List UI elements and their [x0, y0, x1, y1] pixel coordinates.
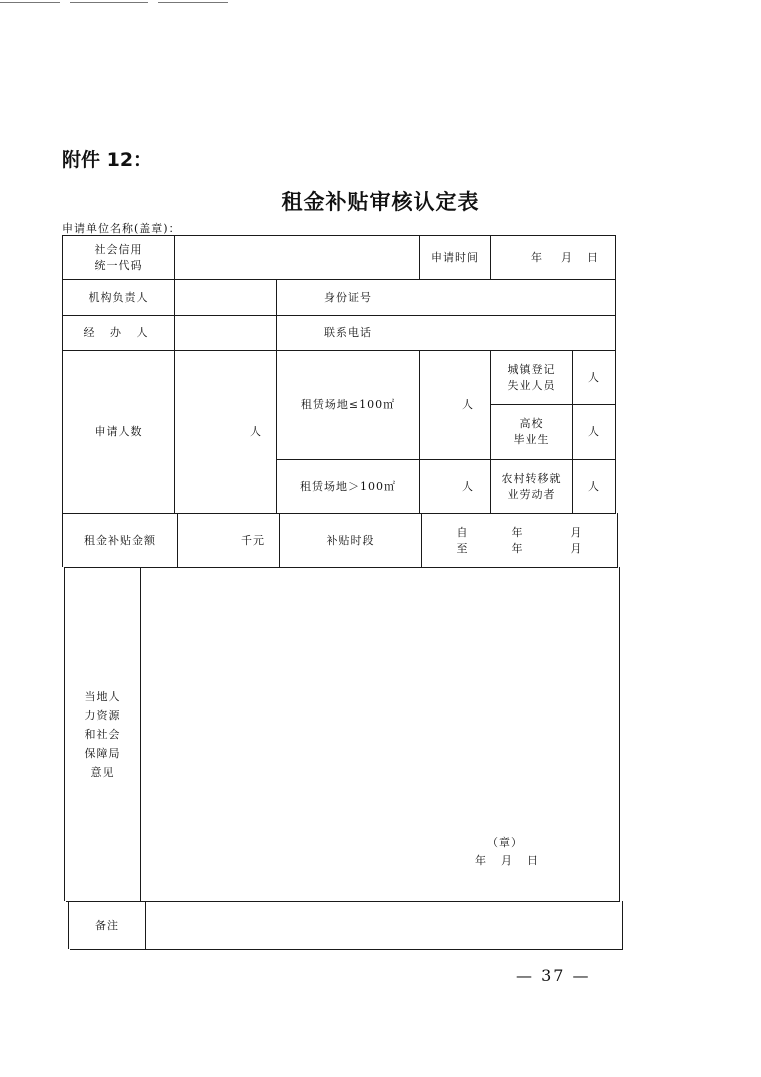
id-number-field[interactable]	[420, 280, 615, 315]
graduates-label: 高校 毕业生	[513, 417, 550, 446]
opinion-label: 当地人 力资源 和社会 保障局 意见	[84, 690, 121, 779]
grid-line	[615, 235, 616, 513]
remarks-field[interactable]	[146, 902, 622, 949]
remarks-label: 备注	[95, 918, 119, 932]
scan-mark	[158, 2, 228, 3]
principal-label: 机构负责人	[88, 290, 149, 304]
area-small-count-field[interactable]: 人	[462, 398, 474, 411]
area-large-count-field[interactable]: 人	[462, 479, 474, 493]
grid-line	[617, 513, 618, 567]
applicants-label: 申请人数	[94, 425, 143, 438]
page-number: — 37 —	[516, 966, 591, 985]
apply-time-label: 申请时间	[431, 250, 479, 264]
sign-date: 年 月 日	[475, 854, 539, 867]
area-small-label: 租赁场地≤100㎡	[300, 398, 396, 411]
grid-line	[619, 567, 620, 901]
rural-workers-count-field[interactable]: 人	[588, 479, 600, 493]
phone-field[interactable]	[420, 316, 615, 350]
subsidy-amount-label: 租金补贴金额	[84, 533, 156, 547]
subsidy-amount-field[interactable]: 千元	[241, 533, 265, 547]
attachment-label: 附件 12：	[62, 149, 153, 171]
grid-line	[70, 949, 623, 950]
id-number-label: 身份证号	[324, 290, 372, 304]
graduates-count-field[interactable]: 人	[588, 425, 600, 438]
scan-mark	[0, 2, 60, 3]
urban-unemployed-count-field[interactable]: 人	[588, 370, 600, 384]
principal-field[interactable]	[175, 280, 276, 315]
rural-workers-label: 农村转移就 业劳动者	[501, 471, 562, 501]
applicants-total-field[interactable]: 人	[250, 425, 262, 438]
urban-unemployed-label: 城镇登记 失业人员	[507, 362, 556, 392]
subsidy-period-label: 补贴时段	[326, 533, 375, 547]
credit-code-field[interactable]	[175, 236, 419, 279]
applicant-unit-label: 申请单位名称(盖章)：	[62, 222, 181, 235]
subsidy-period-field[interactable]: 自 年 月 至 年 月	[456, 525, 583, 555]
handler-field[interactable]	[175, 316, 276, 350]
phone-label: 联系电话	[324, 326, 372, 339]
handler-label: 经 办 人	[83, 326, 154, 339]
area-large-label: 租赁场地＞100㎡	[300, 479, 396, 493]
grid-line	[622, 901, 623, 949]
credit-code-label: 社会信用 统一代码	[94, 242, 143, 272]
apply-date-field[interactable]: 年 月 日	[531, 250, 599, 264]
scan-mark	[70, 2, 148, 3]
form-title: 租金补贴审核认定表	[281, 190, 480, 214]
seal-label: （章）	[487, 836, 523, 849]
